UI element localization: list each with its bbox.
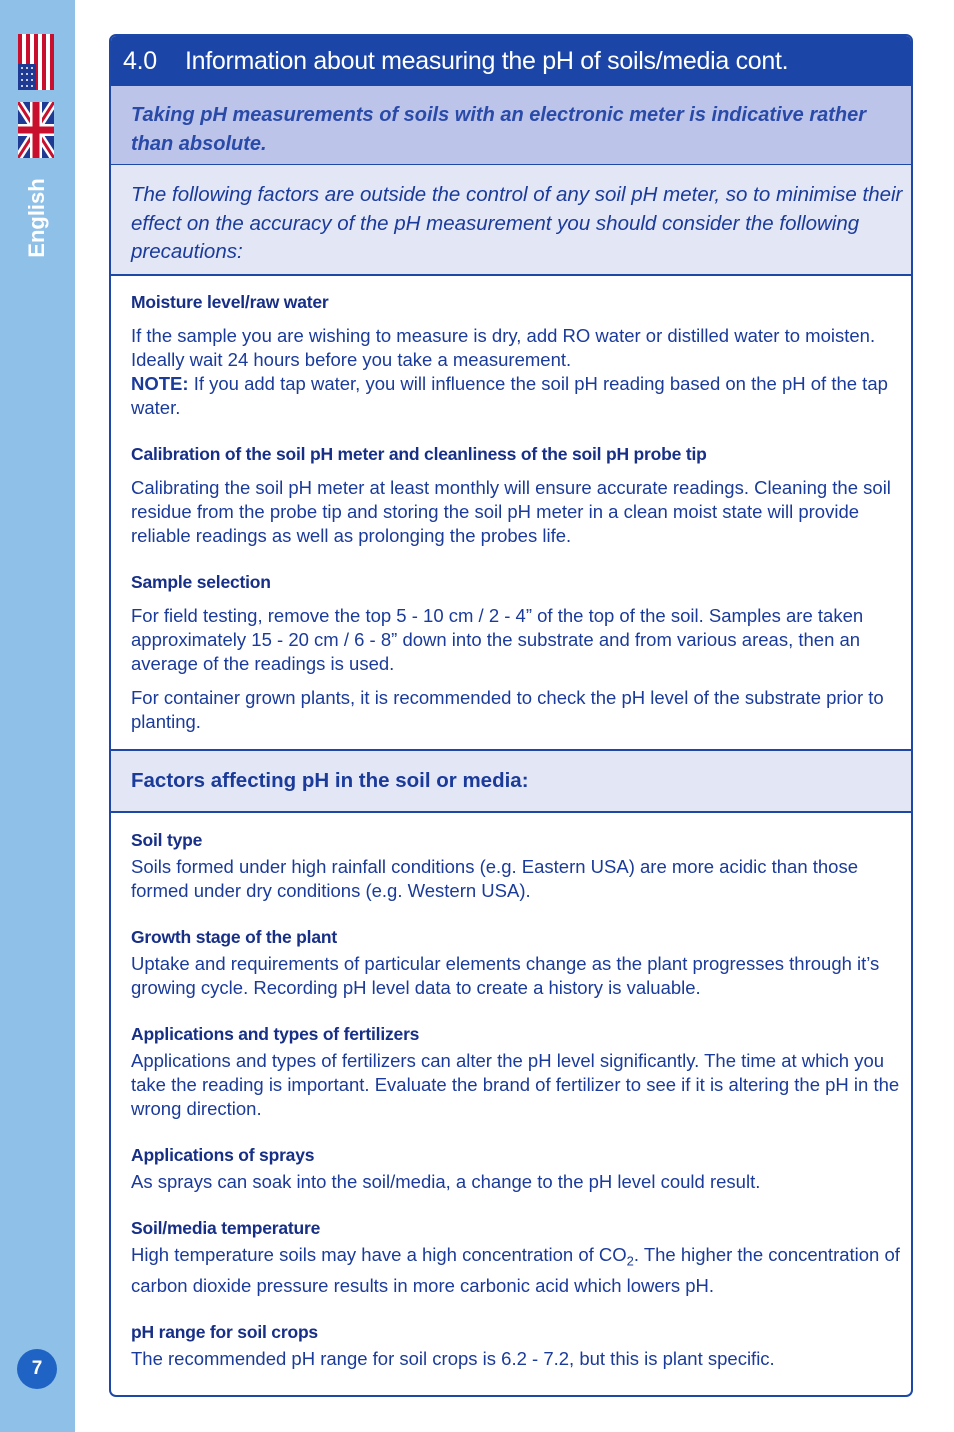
uk-flag-icon[interactable] [18,102,54,158]
calibration-text: Calibrating the soil pH meter at least monthly will ensure accurate readings. Cleaning the soil residue from the probe tip and storing the soil pH meter in a clean moist state will provide reliable readings as well as prolonging the probes life. [131,477,891,546]
temperature-section [111,1194,911,1298]
note-label: NOTE: [131,373,189,394]
sprays-heading: Applications of sprays [131,1145,315,1165]
moisture-section [111,276,911,420]
language-label[interactable]: English [24,178,49,258]
ph-range-heading: pH range for soil crops [131,1321,318,1342]
co2-subscript: 2 [626,1253,634,1269]
note-text: If you add tap water, you will influence the soil pH reading based on the pH of the tap water. [131,373,888,418]
page-number-badge: 7 [17,1349,57,1389]
growth-stage-section [111,903,911,1000]
fertilizers-section [111,1000,911,1121]
section-header [111,36,911,86]
section-number: 4.0 [123,47,157,75]
temperature-text-end: . The higher the concentration of carbon dioxide pressure results in more carbonic acid which lowers pH. [131,1244,900,1296]
sprays-text: As sprays can soak into the soil/media, a change to the pH level could result. [131,1171,761,1192]
intro-callout: Taking pH measurements of soils with an electronic meter is indicative rather than absolute. [111,86,911,165]
sample-section [111,548,911,734]
sample-text-field: For field testing, remove the top 5 - 10 cm / 2 - 4” of the top of the soil. Samples are taken approximately 15 - 20 cm / 6 - 8” down into the substrate and from various areas, then an average of the readings is used. [131,605,864,674]
moisture-text [131,324,901,420]
temperature-heading: Soil/media temperature [131,1218,321,1238]
soil-type-section [111,813,911,903]
growth-stage-text: Uptake and requirements of particular elements change as the plant progresses through it’s growing cycle. Recording pH level data to create a history is valuable. [131,953,880,998]
moisture-body: If the sample you are wishing to measure is dry, add RO water or distilled water to moisten. Ideally wait 24 hours before you take a measurement. [131,325,876,370]
info-panel [109,34,913,1397]
sample-heading: Sample selection [131,572,271,592]
growth-stage-heading: Growth stage of the plant [131,927,337,947]
ph-range-text: The recommended pH range for soil crops is 6.2 - 7.2, but this is plant specific. [131,1347,775,1369]
calibration-section [111,420,911,548]
fertilizers-text: Applications and types of fertilizers can alter the pH level significantly. The time at which you take the reading is important. Evaluate the brand of fertilizer to see if it is altering the pH in the wrong direction. [131,1050,900,1119]
calibration-heading: Calibration of the soil pH meter and cleanliness of the soil pH probe tip [131,444,707,464]
factors-title: Factors affecting pH in the soil or media: [111,749,911,813]
ph-range-section [111,1298,911,1371]
us-flag-icon[interactable] [18,34,54,90]
soil-type-text: Soils formed under high rainfall conditions (e.g. Eastern USA) are more acidic than those formed under dry conditions (e.g. Western USA). [131,856,859,901]
soil-type-heading: Soil type [131,830,203,850]
temperature-text [131,1243,901,1298]
fertilizers-heading: Applications and types of fertilizers [131,1024,420,1044]
section-title: Information about measuring the pH of soils/media cont. [185,47,789,75]
language-sidebar [0,0,75,1432]
precautions-callout: The following factors are outside the control of any soil pH meter, so to minimise their effect on the accuracy of the pH measurement you should consider the following precautions: [111,165,911,276]
temperature-text-start: High temperature soils may have a high concentration of CO [131,1244,627,1265]
sprays-section [111,1121,911,1194]
sample-text-container: For container grown plants, it is recommended to check the pH level of the substrate prior to planting. [131,687,884,732]
moisture-heading: Moisture level/raw water [131,292,329,312]
